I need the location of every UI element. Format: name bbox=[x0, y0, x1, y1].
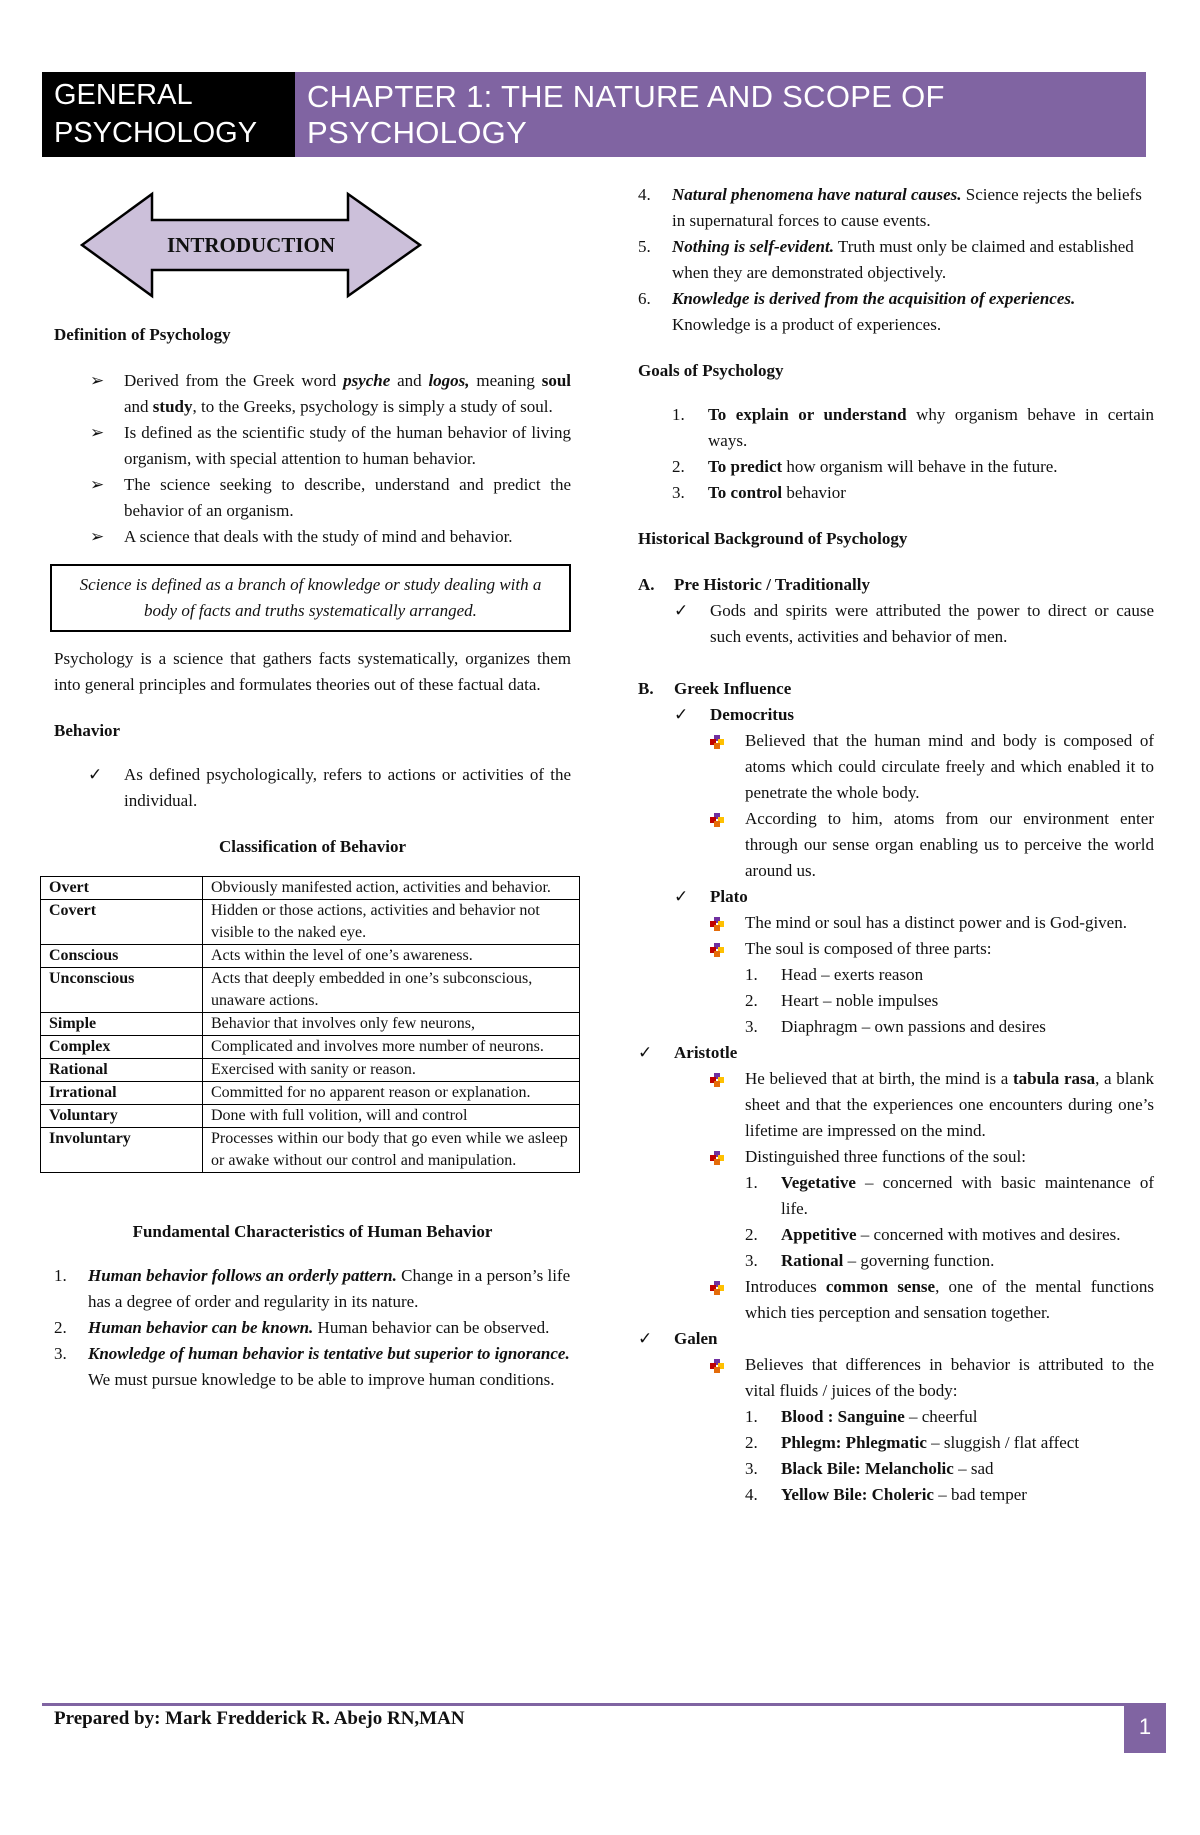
checkmark-icon: ✓ bbox=[638, 1329, 653, 1348]
list-item: 1. Vegetative – concerned with basic maintenance of life. bbox=[745, 1173, 1154, 1218]
list-item: 3. Rational – governing function. bbox=[745, 1251, 995, 1270]
table-cell: Complicated and involves more number of neurons. bbox=[203, 1036, 580, 1059]
definition-heading: Definition of Psychology bbox=[54, 325, 231, 344]
table-cell: Obviously manifested action, activities and behavior. bbox=[203, 877, 580, 900]
table-row bbox=[41, 1013, 580, 1036]
behavior-heading: Behavior bbox=[54, 721, 121, 740]
introduction-label: INTRODUCTION bbox=[166, 233, 336, 257]
diamond-bullet-icon bbox=[710, 938, 723, 964]
table-cell: Rational bbox=[41, 1059, 203, 1082]
table-cell: Done with full volition, will and control bbox=[203, 1105, 580, 1128]
right-column bbox=[638, 182, 1154, 1508]
course-title bbox=[42, 72, 295, 157]
table-row bbox=[41, 1128, 580, 1173]
table-cell: Committed for no apparent reason or explanation. bbox=[203, 1082, 580, 1105]
table-row bbox=[41, 1059, 580, 1082]
introduction-banner bbox=[80, 190, 480, 300]
list-item: ✓ Plato bbox=[638, 884, 1154, 910]
table-row bbox=[41, 900, 580, 945]
section-a bbox=[638, 572, 1154, 598]
psychology-paragraph: Psychology is a science that gathers facts systematically, organizes them into general principles and formulates theories out of these factual data. bbox=[54, 649, 571, 694]
aristotle-points-2 bbox=[638, 1274, 1154, 1326]
list-item: ✓ Democritus bbox=[638, 702, 1154, 728]
list-item: ➢ Is defined as the scientific study of the human behavior of living organism, with special attention to human behavior. bbox=[54, 420, 571, 472]
chapter-title: CHAPTER 1: THE NATURE AND SCOPE OF PSYCHOLOGY bbox=[295, 72, 1146, 157]
aristotle-section bbox=[638, 1040, 1154, 1066]
list-item: 4. Yellow Bile: Choleric – bad temper bbox=[745, 1485, 1027, 1504]
list-item: 3. Black Bile: Melancholic – sad bbox=[745, 1459, 994, 1478]
page-number: 1 bbox=[1124, 1703, 1166, 1753]
list-item: According to him, atoms from our environment enter through our sense organ enabling us to perceive the world around us. bbox=[638, 806, 1154, 884]
goals-heading: Goals of Psychology bbox=[638, 361, 784, 380]
list-item: 1. To explain or understand why organism behave in certain ways. bbox=[672, 405, 1154, 450]
list-item: The soul is composed of three parts: bbox=[638, 936, 1154, 962]
list-item: 1. Head – exerts reason bbox=[745, 965, 924, 984]
galen-points bbox=[638, 1352, 1154, 1404]
list-item: 4. Natural phenomena have natural causes. Science rejects the beliefs in supernatural forces to cause events. bbox=[638, 185, 1142, 230]
prepared-by: Prepared by: Mark Fredderick R. Abejo RN,MAN bbox=[54, 1708, 465, 1729]
table-cell: Simple bbox=[41, 1013, 203, 1036]
table-cell: Acts that deeply embedded in one’s subconscious, unaware actions. bbox=[203, 968, 580, 1013]
table-cell: Covert bbox=[41, 900, 203, 945]
list-item: He believed that at birth, the mind is a tabula rasa, a blank sheet and that the experiences one encounters during one’s lifetime are impressed on the mind. bbox=[638, 1066, 1154, 1144]
list-item: 2. Heart – noble impulses bbox=[745, 991, 939, 1010]
historical-heading: Historical Background of Psychology bbox=[638, 529, 908, 548]
behavior-list bbox=[54, 762, 571, 814]
aristotle-points bbox=[638, 1066, 1154, 1170]
section-a-list bbox=[638, 598, 1154, 650]
footer-divider bbox=[42, 1703, 1146, 1706]
list-item: 5. Nothing is self-evident. Truth must only be claimed and established when they are demonstrated objectively. bbox=[638, 237, 1134, 282]
list-item: 2. To predict how organism will behave in the future. bbox=[672, 457, 1058, 476]
left-column bbox=[49, 190, 571, 1393]
table-row bbox=[41, 1036, 580, 1059]
list-item: 1. Blood : Sanguine – cheerful bbox=[745, 1407, 978, 1426]
table-cell: Complex bbox=[41, 1036, 203, 1059]
table-cell: Overt bbox=[41, 877, 203, 900]
science-definition-box: Science is defined as a branch of knowledge or study dealing with a body of facts and truths systematically arranged. bbox=[50, 564, 571, 632]
list-item: Believes that differences in behavior is attributed to the vital fluids / juices of the body: bbox=[638, 1352, 1154, 1404]
plato-section bbox=[638, 884, 1154, 910]
table-cell: Processes within our body that go even while we asleep or awake without our control and manipulation. bbox=[203, 1128, 580, 1173]
classification-heading: Classification of Behavior bbox=[219, 837, 406, 856]
democritus-section bbox=[638, 702, 1154, 728]
definition-list bbox=[54, 368, 571, 550]
table-cell: Acts within the level of one’s awareness. bbox=[203, 945, 580, 968]
checkmark-icon: ✓ bbox=[88, 765, 103, 784]
table-cell: Involuntary bbox=[41, 1128, 203, 1173]
list-item: Believed that the human mind and body is composed of atoms which could circulate freely and which enabled it to penetrate the whole body. bbox=[638, 728, 1154, 806]
table-cell: Hidden or those actions, activities and behavior not visible to the naked eye. bbox=[203, 900, 580, 945]
diamond-bullet-icon bbox=[710, 730, 723, 756]
diamond-bullet-icon bbox=[710, 1068, 723, 1094]
list-item: ➢ Derived from the Greek word psyche and logos, meaning soul and study, to the Greeks, psychology is simply a study of soul. bbox=[54, 368, 571, 420]
list-item: ➢ The science seeking to describe, understand and predict the behavior of an organism. bbox=[54, 472, 571, 524]
list-item: The mind or soul has a distinct power and is God-given. bbox=[638, 910, 1154, 936]
list-item: 3. Knowledge of human behavior is tentative but superior to ignorance. We must pursue knowledge to be able to improve human conditions. bbox=[54, 1344, 570, 1389]
table-row bbox=[41, 1082, 580, 1105]
plato-parts bbox=[638, 962, 1154, 1040]
course-title-line1: GENERAL bbox=[54, 79, 193, 111]
democritus-points bbox=[638, 728, 1154, 884]
list-item: 3. To control behavior bbox=[672, 483, 846, 502]
checkmark-icon: ✓ bbox=[638, 1043, 653, 1062]
list-item: ✓ Galen bbox=[638, 1326, 1154, 1352]
plato-points bbox=[638, 910, 1154, 962]
galen-fluids bbox=[638, 1404, 1154, 1508]
list-item: 2. Phlegm: Phlegmatic – sluggish / flat affect bbox=[745, 1433, 1080, 1452]
list-item: ✓ As defined psychologically, refers to actions or activities of the individual. bbox=[54, 762, 571, 814]
classification-table bbox=[40, 876, 580, 1173]
table-row bbox=[41, 1105, 580, 1128]
page-header bbox=[42, 72, 1146, 157]
checkmark-icon: ✓ bbox=[674, 887, 689, 906]
aristotle-functions bbox=[638, 1170, 1154, 1274]
table-cell: Exercised with sanity or reason. bbox=[203, 1059, 580, 1082]
arrowhead-bullet-icon: ➢ bbox=[90, 371, 105, 390]
fundamental-list bbox=[54, 1263, 571, 1393]
list-item: 2. Human behavior can be known. Human behavior can be observed. bbox=[54, 1318, 550, 1337]
fundamental-heading: Fundamental Characteristics of Human Behavior bbox=[132, 1222, 493, 1241]
table-row bbox=[41, 877, 580, 900]
table-row bbox=[41, 945, 580, 968]
galen-section bbox=[638, 1326, 1154, 1352]
fundamental-list-continued bbox=[638, 182, 1154, 338]
list-item: B. Greek Influence bbox=[638, 679, 792, 698]
list-item: Introduces common sense, one of the mental functions which ties perception and sensation together. bbox=[638, 1274, 1154, 1326]
list-item: 3. Diaphragm – own passions and desires bbox=[745, 1017, 1046, 1036]
table-cell: Irrational bbox=[41, 1082, 203, 1105]
arrowhead-bullet-icon: ➢ bbox=[90, 475, 105, 494]
arrowhead-bullet-icon: ➢ bbox=[90, 423, 105, 442]
list-item: ✓ Aristotle bbox=[638, 1040, 1154, 1066]
goals-list bbox=[638, 402, 1154, 506]
diamond-bullet-icon bbox=[710, 808, 723, 834]
list-item: Distinguished three functions of the soul: bbox=[638, 1144, 1154, 1170]
diamond-bullet-icon bbox=[710, 1146, 723, 1172]
table-cell: Conscious bbox=[41, 945, 203, 968]
list-item: 6. Knowledge is derived from the acquisition of experiences. Knowledge is a product of experiences. bbox=[638, 289, 1076, 334]
diamond-bullet-icon bbox=[710, 1354, 723, 1380]
diamond-bullet-icon bbox=[710, 1276, 723, 1302]
list-item: ✓ Gods and spirits were attributed the power to direct or cause such events, activities and behavior of men. bbox=[638, 598, 1154, 650]
table-cell: Behavior that involves only few neurons, bbox=[203, 1013, 580, 1036]
course-title-line2: PSYCHOLOGY bbox=[54, 117, 258, 149]
checkmark-icon: ✓ bbox=[674, 601, 689, 620]
table-cell: Unconscious bbox=[41, 968, 203, 1013]
arrowhead-bullet-icon: ➢ bbox=[90, 527, 105, 546]
list-item: 1. Human behavior follows an orderly pattern. Change in a person’s life has a degree of order and regularity in its nature. bbox=[54, 1266, 571, 1311]
list-item: ➢ A science that deals with the study of mind and behavior. bbox=[54, 524, 571, 550]
list-item: 2. Appetitive – concerned with motives and desires. bbox=[745, 1225, 1121, 1244]
list-item: A. Pre Historic / Traditionally bbox=[638, 575, 870, 594]
diamond-bullet-icon bbox=[710, 912, 723, 938]
section-b bbox=[638, 676, 1154, 702]
table-row bbox=[41, 968, 580, 1013]
checkmark-icon: ✓ bbox=[674, 705, 689, 724]
table-cell: Voluntary bbox=[41, 1105, 203, 1128]
